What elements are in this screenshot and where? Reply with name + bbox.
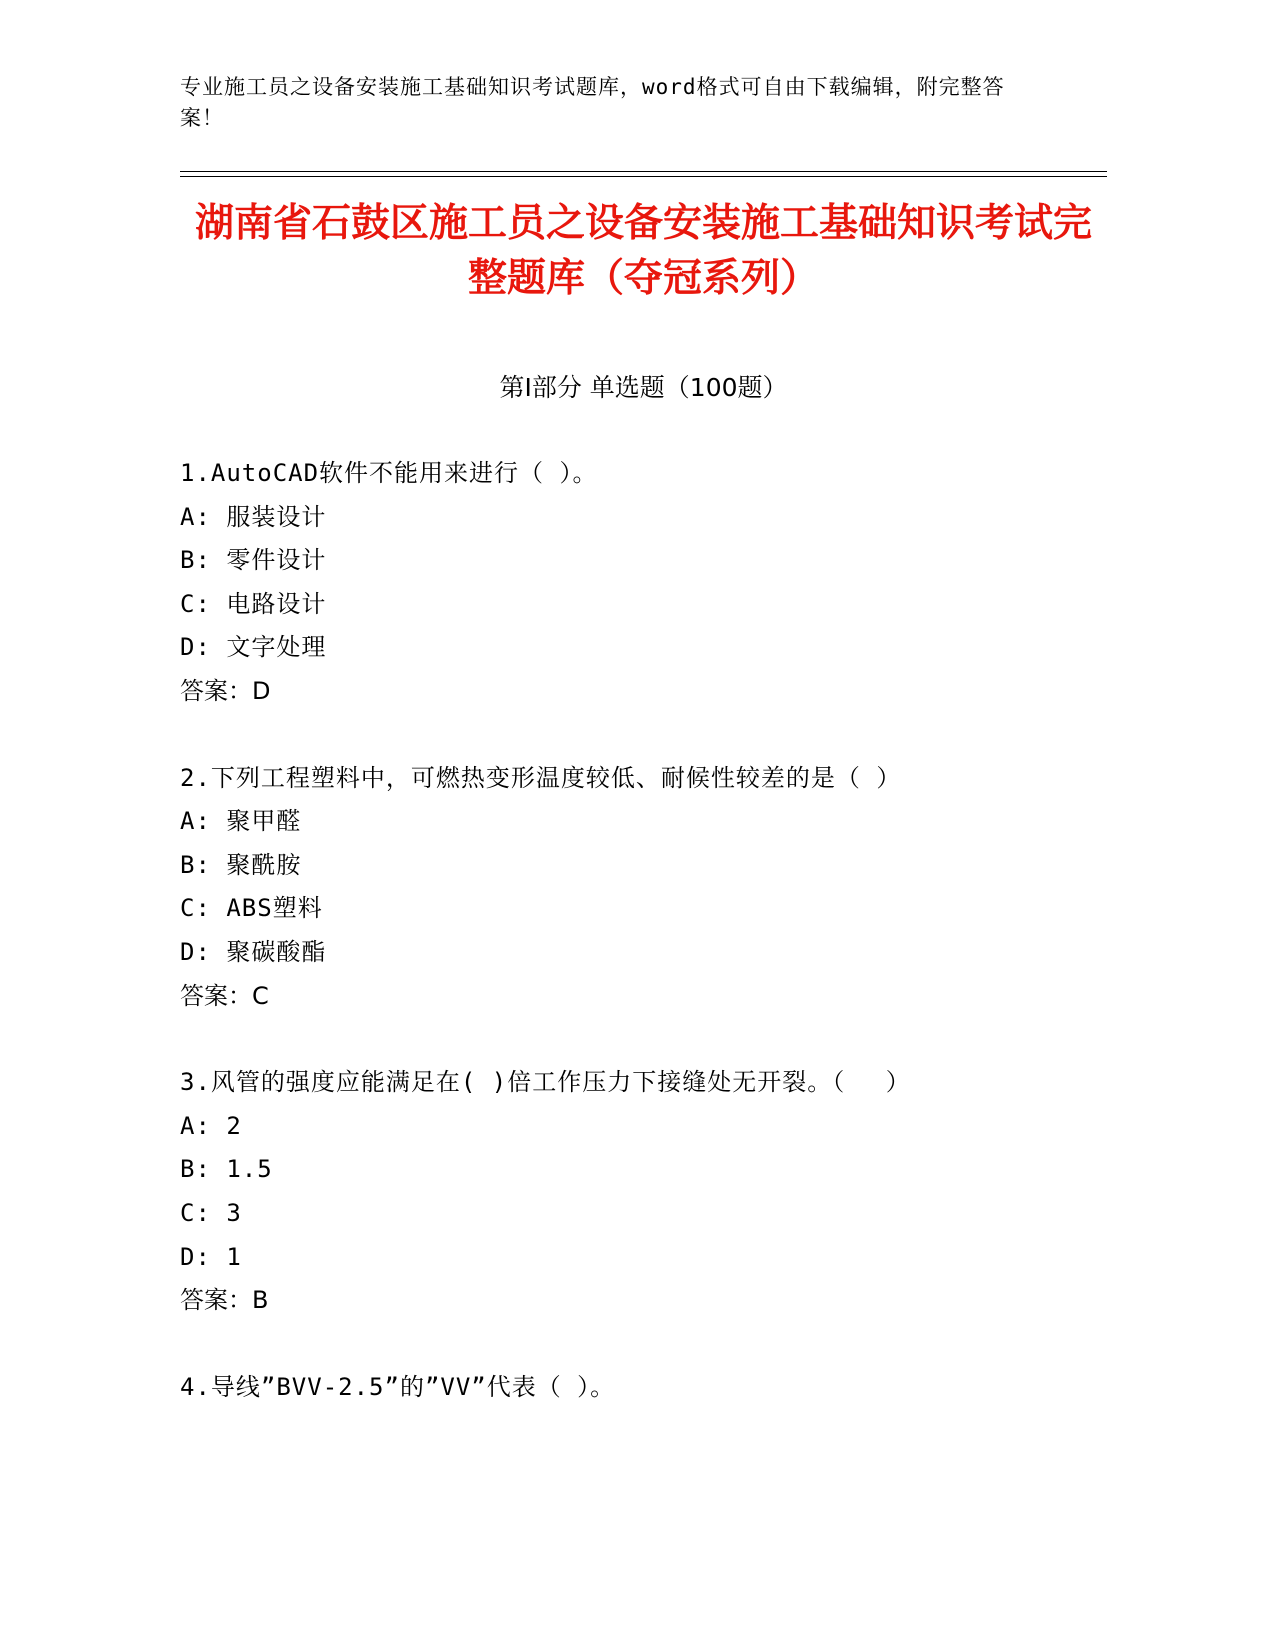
option-d: D: 文字处理 — [180, 633, 327, 662]
question-list — [180, 452, 1107, 1452]
answer-line: 答案：C — [180, 981, 269, 1010]
answer-line: 答案：B — [180, 1286, 269, 1315]
option-c: C: 电路设计 — [180, 589, 327, 618]
header-rule-top — [180, 171, 1107, 172]
option-a: A: 服装设计 — [180, 502, 327, 531]
question-stem: 4.导线”BVV-2.5”的”VV”代表（ ）。 — [180, 1372, 616, 1401]
option-b: B: 零件设计 — [180, 546, 327, 575]
question-3 — [180, 1061, 1107, 1323]
option-c: C: ABS塑料 — [180, 894, 323, 923]
section-heading: 第Ⅰ部分 单选题（100题） — [499, 373, 788, 402]
header-rule-bottom — [180, 176, 1107, 177]
question-1 — [180, 452, 1107, 714]
answer-line: 答案：D — [180, 676, 271, 705]
option-c: C: 3 — [180, 1198, 242, 1227]
option-a: A: 聚甲醛 — [180, 807, 302, 836]
question-stem: 1.AutoCAD软件不能用来进行（ ）。 — [180, 459, 598, 487]
question-2 — [180, 757, 1107, 1019]
option-b: B: 1.5 — [180, 1155, 273, 1184]
option-d: D: 1 — [180, 1242, 242, 1271]
question-stem: 3.风管的强度应能满足在( )倍工作压力下接缝处无开裂。（ ） — [180, 1068, 911, 1097]
question-4 — [180, 1366, 1107, 1410]
option-d: D: 聚碳酸酯 — [180, 937, 327, 966]
option-b: B: 聚酰胺 — [180, 850, 302, 879]
question-stem: 2.下列工程塑料中，可燃热变形温度较低、耐候性较差的是（ ） — [180, 763, 902, 792]
document-title: 湖南省石鼓区施工员之设备安装施工基础知识考试完整题库（夺冠系列） — [194, 201, 1092, 301]
header-note: 专业施工员之设备安装施工基础知识考试题库，word格式可自由下载编辑，附完整答案！ — [180, 75, 1005, 130]
option-a: A: 2 — [180, 1111, 242, 1140]
